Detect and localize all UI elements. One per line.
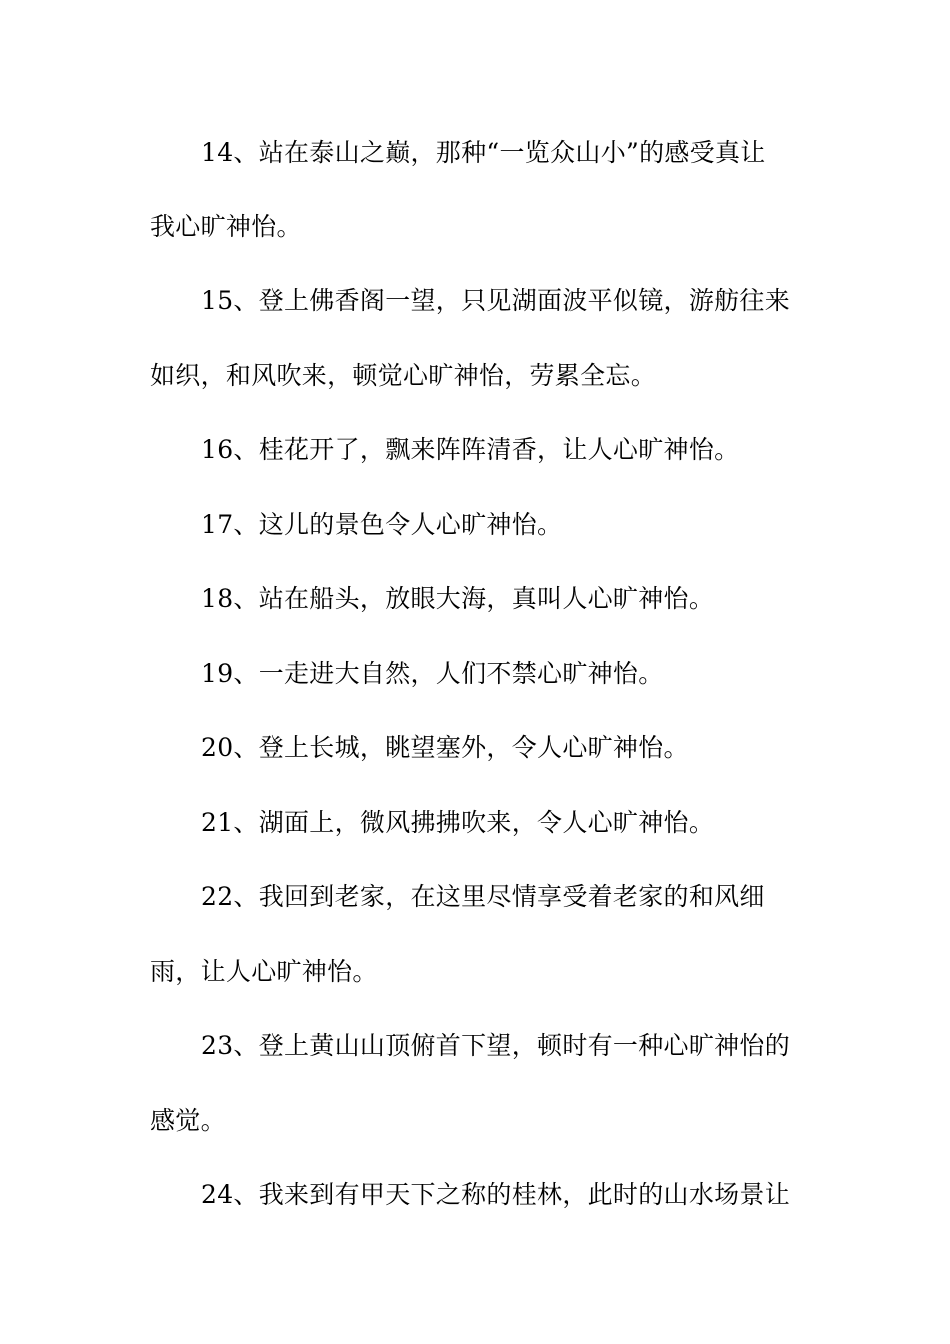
paragraph-15-line-2: 如织，和风吹来，顿觉心旷神怡，劳累全忘。 xyxy=(150,361,657,390)
paragraph-17: 17、这儿的景色令人心旷神怡。 xyxy=(201,510,563,539)
paragraph-23-line-1: 23、登上黄山山顶俯首下望，顿时有一种心旷神怡的 xyxy=(201,1031,791,1060)
paragraph-14-line-2: 我心旷神怡。 xyxy=(150,212,302,241)
paragraph-22-line-1: 22、我回到老家，在这里尽情享受着老家的和风细 xyxy=(201,882,765,911)
paragraph-21: 21、湖面上，微风拂拂吹来，令人心旷神怡。 xyxy=(201,808,715,837)
paragraph-23-line-2: 感觉。 xyxy=(150,1106,226,1135)
paragraph-22-line-2: 雨，让人心旷神怡。 xyxy=(150,957,378,986)
paragraph-24-line-1: 24、我来到有甲天下之称的桂林，此时的山水场景让 xyxy=(201,1180,791,1209)
paragraph-15-line-1: 15、登上佛香阁一望，只见湖面波平似镜，游舫往来 xyxy=(201,286,791,315)
paragraph-20: 20、登上长城，眺望塞外，令人心旷神怡。 xyxy=(201,733,689,762)
paragraph-18: 18、站在船头，放眼大海，真叫人心旷神怡。 xyxy=(201,584,715,613)
paragraph-14-line-1: 14、站在泰山之巅，那种“一览众山小”的感受真让 xyxy=(201,138,766,167)
paragraph-19: 19、一走进大自然，人们不禁心旷神怡。 xyxy=(201,659,664,688)
paragraph-16: 16、桂花开了，飘来阵阵清香，让人心旷神怡。 xyxy=(201,435,740,464)
